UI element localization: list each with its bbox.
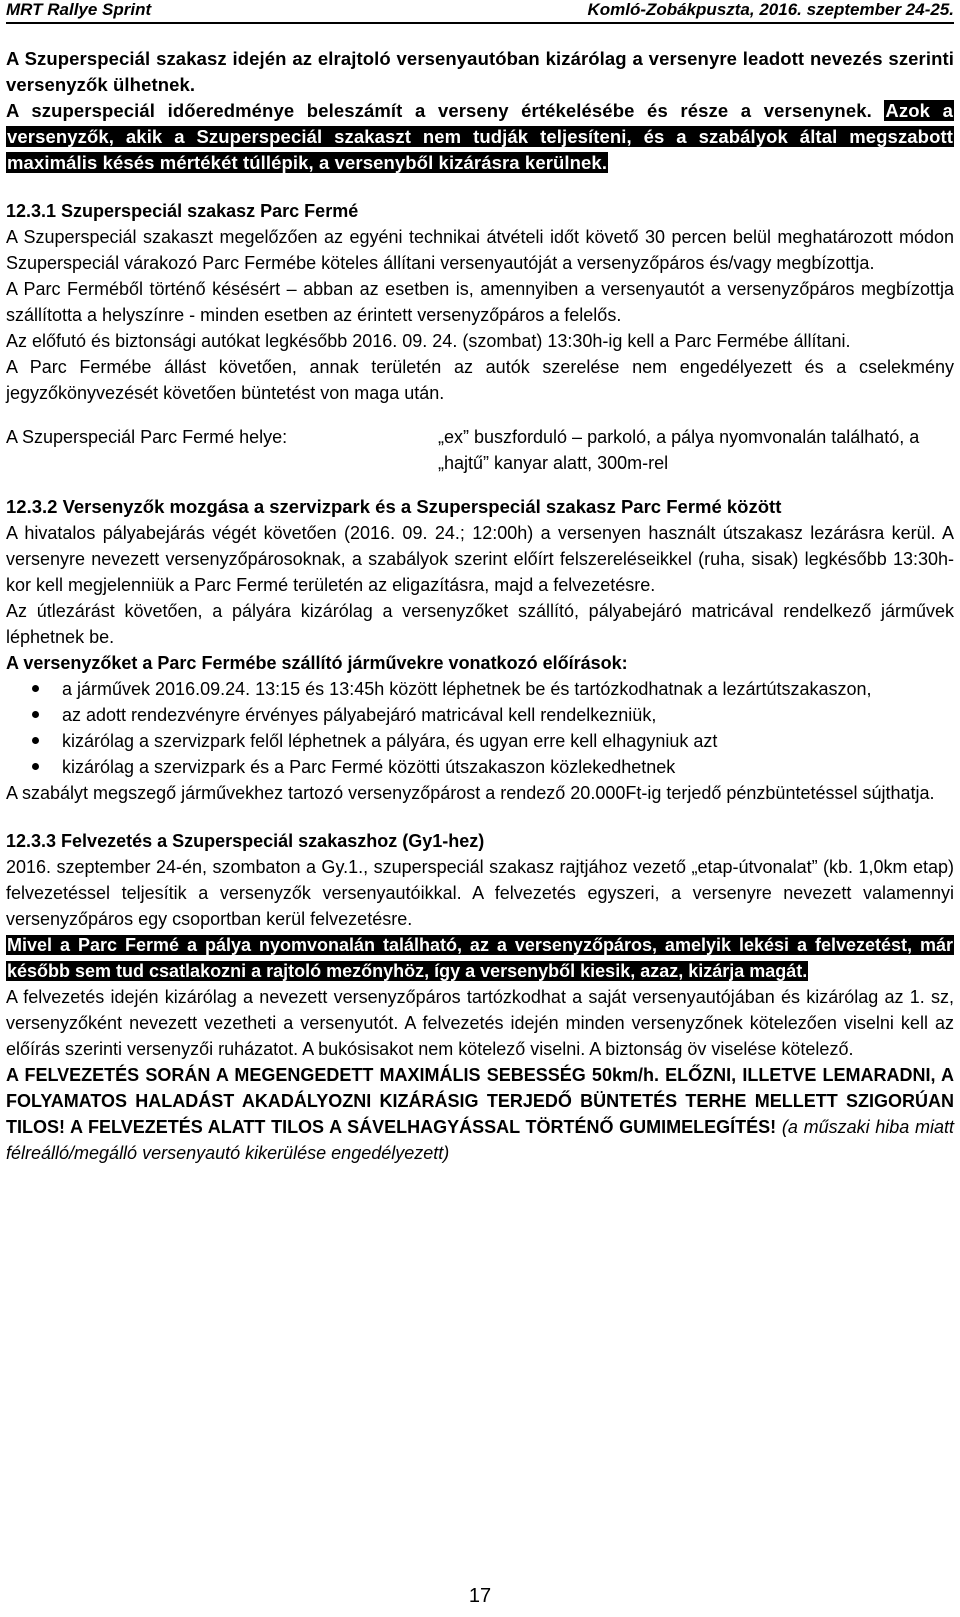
rules-title: A versenyzőket a Parc Fermébe szállító járművekre vonatkozó előírások: <box>6 653 628 673</box>
list-item: a járművek 2016.09.24. 13:15 és 13:45h között léphetnek be és tartózkodhatnak a lezártútszakaszon, <box>62 676 954 702</box>
header-location-date: Komló-Zobákpuszta, 2016. szeptember 24-25. <box>587 0 954 19</box>
parc-ferme-location <box>6 424 954 476</box>
section-12-3-1-paragraph-1: A Szuperspeciál szakaszt megelőzően az egyéni technikai átvételi időt követő 30 percen belül meghatározott módon Szuperspeciál várakozó Parc Fermébe köteles állítani versenyautóját a versenyzőpáros és/vagy megbízottja. <box>6 227 954 273</box>
section-12-3-3-caps-paragraph <box>6 1062 954 1166</box>
page-number: 17 <box>468 1585 492 1607</box>
section-12-3-3-heading: 12.3.3 Felvezetés a Szuperspeciál szakaszhoz (Gy1-hez) <box>6 831 485 851</box>
header-event-name: MRT Rallye Sprint <box>6 0 152 19</box>
intro-highlight: Azok a versenyzők, akik a Szuperspeciál szakaszt nem tudják teljesíteni, és a szabályok által megszabott maximális késés mértékét túllépik, a versenyből kizárásra kerülnek. <box>7 100 953 173</box>
section-12-3-1-paragraph-4: A Parc Fermébe állást követően, annak területén az autók szerelése nem engedélyezett és a cselekmény jegyzőkönyvezését követően büntetést von maga után. <box>6 357 954 403</box>
section-12-3-3-paragraph-1: 2016. szeptember 24-én, szombaton a Gy.1., szuperspeciál szakasz rajtjához vezető „etap-útvonalat” (kb. 1,0km etap) felvezetéssel teljesítik a versenyzők versenyautóikkal. A felvezetés egyszeri, a versenyre nevezett valamennyi versenyzőpáros egy csoportban kerül felvezetésre. <box>6 857 954 929</box>
section-12-3-2-paragraph-1: A hivatalos pályabejárás végét követően (2016. 09. 24.; 12:00h) a versenyen használt útszakasz lezárásra kerül. A versenyre nevezett versenyzőpárosoknak, a szabályok szerint előírt felszereléseikkel (ruha, sisak) legkésőbb 13:30h-kor kell megjelenniük a Parc Fermé területén az eligazításra, majd a felvezetésre. <box>6 523 954 595</box>
section-12-3-3-warning <box>6 932 954 984</box>
intro-paragraph <box>6 46 954 176</box>
section-12-3-3-paragraph-2: A felvezetés idején kizárólag a nevezett versenyzőpáros tartózkodhat a saját versenyautójában és kizárólag az 1. sz, versenyzőként nevezett vezetheti a versenyutót. A felvezetés idején minden versenyzőnek kötelezően viselni kell az előírás szerinti versenyzői ruházatot. A bukósisakot nem kötelező viselni. A biztonság öv viselése kötelező. <box>6 987 954 1059</box>
document-body <box>6 46 954 1166</box>
list-item: kizárólag a szervizpark felől léphetnek a pályára, és ugyan erre kell elhagyniuk azt <box>62 728 954 754</box>
rules-list <box>6 676 954 780</box>
location-label: A Szuperspeciál Parc Fermé helye: <box>6 427 288 447</box>
location-value: „ex” buszforduló – parkoló, a pálya nyomvonalán található, a „hajtű” kanyar alatt, 300m-rel <box>438 427 920 473</box>
caps-note: (a műszaki hiba miatt félreálló/megálló versenyautó kikerülése engedélyezett) <box>6 1117 954 1163</box>
list-item: az adott rendezvényre érvényes pályabejáró matricával kell rendelkezniük, <box>62 702 954 728</box>
section-12-3-2-paragraph-2: Az útlezárást követően, a pályára kizárólag a versenyzőket szállító, pályabejáró matricával rendelkező járművek léphetnek be. <box>6 601 954 647</box>
section-12-3-2-paragraph-3: A szabályt megszegő járművekhez tartozó versenyzőpárost a rendező 20.000Ft-ig terjedő pénzbüntetéssel sújthatja. <box>6 783 935 803</box>
intro-line-1: A Szuperspeciál szakasz idején az elrajtoló versenyautóban kizárólag a versenyre leadott nevezés szerinti versenyzők ülhetnek. <box>6 48 954 95</box>
section-12-3-2-heading: 12.3.2 Versenyzők mozgása a szervizpark és a Szuperspeciál szakasz Parc Fermé között <box>6 496 782 517</box>
section-12-3-1-paragraph-2: A Parc Ferméből történő késésért – abban az esetben is, amennyiben a versenyautót a versenyzőpáros megbízottja szállította a helyszínre - minden esetben az érintett versenyzőpáros a felelős. <box>6 279 954 325</box>
list-item: kizárólag a szervizpark és a Parc Fermé közötti útszakaszon közlekedhetnek <box>62 754 954 780</box>
intro-line-2: A szuperspeciál időeredménye beleszámít a verseny értékelésébe és része a versenynek. <box>6 100 885 121</box>
section-12-3-1-heading: 12.3.1 Szuperspeciál szakasz Parc Fermé <box>6 201 359 221</box>
caps-rules: A FELVEZETÉS SORÁN A MEGENGEDETT MAXIMÁLIS SEBESSÉG 50km/h. ELŐZNI, ILLETVE LEMARADNI, A FOLYAMATOS HALADÁST AKADÁLYOZNI KIZÁRÁSIG TERJEDŐ BÜNTETÉS TERHE MELLETT SZIGORÚAN TILOS! A FELVEZETÉS ALATT TILOS A SÁVELHAGYÁSSAL TÖRTÉNŐ GUMIMELEGÍTÉS! <box>6 1065 954 1137</box>
warning-highlight: Mivel a Parc Fermé a pálya nyomvonalán található, az a versenyzőpáros, amelyik lekési a felvezetést, már később sem tud csatlakozni a rajtoló mezőnyhöz, így a versenyből kiesik, azaz, kizárja magát. <box>7 935 953 981</box>
page-header <box>6 0 954 24</box>
section-12-3-1-paragraph-3: Az előfutó és biztonsági autókat legkésőbb 2016. 09. 24. (szombat) 13:30h-ig kell a Parc Fermébe állítani. <box>6 331 851 351</box>
